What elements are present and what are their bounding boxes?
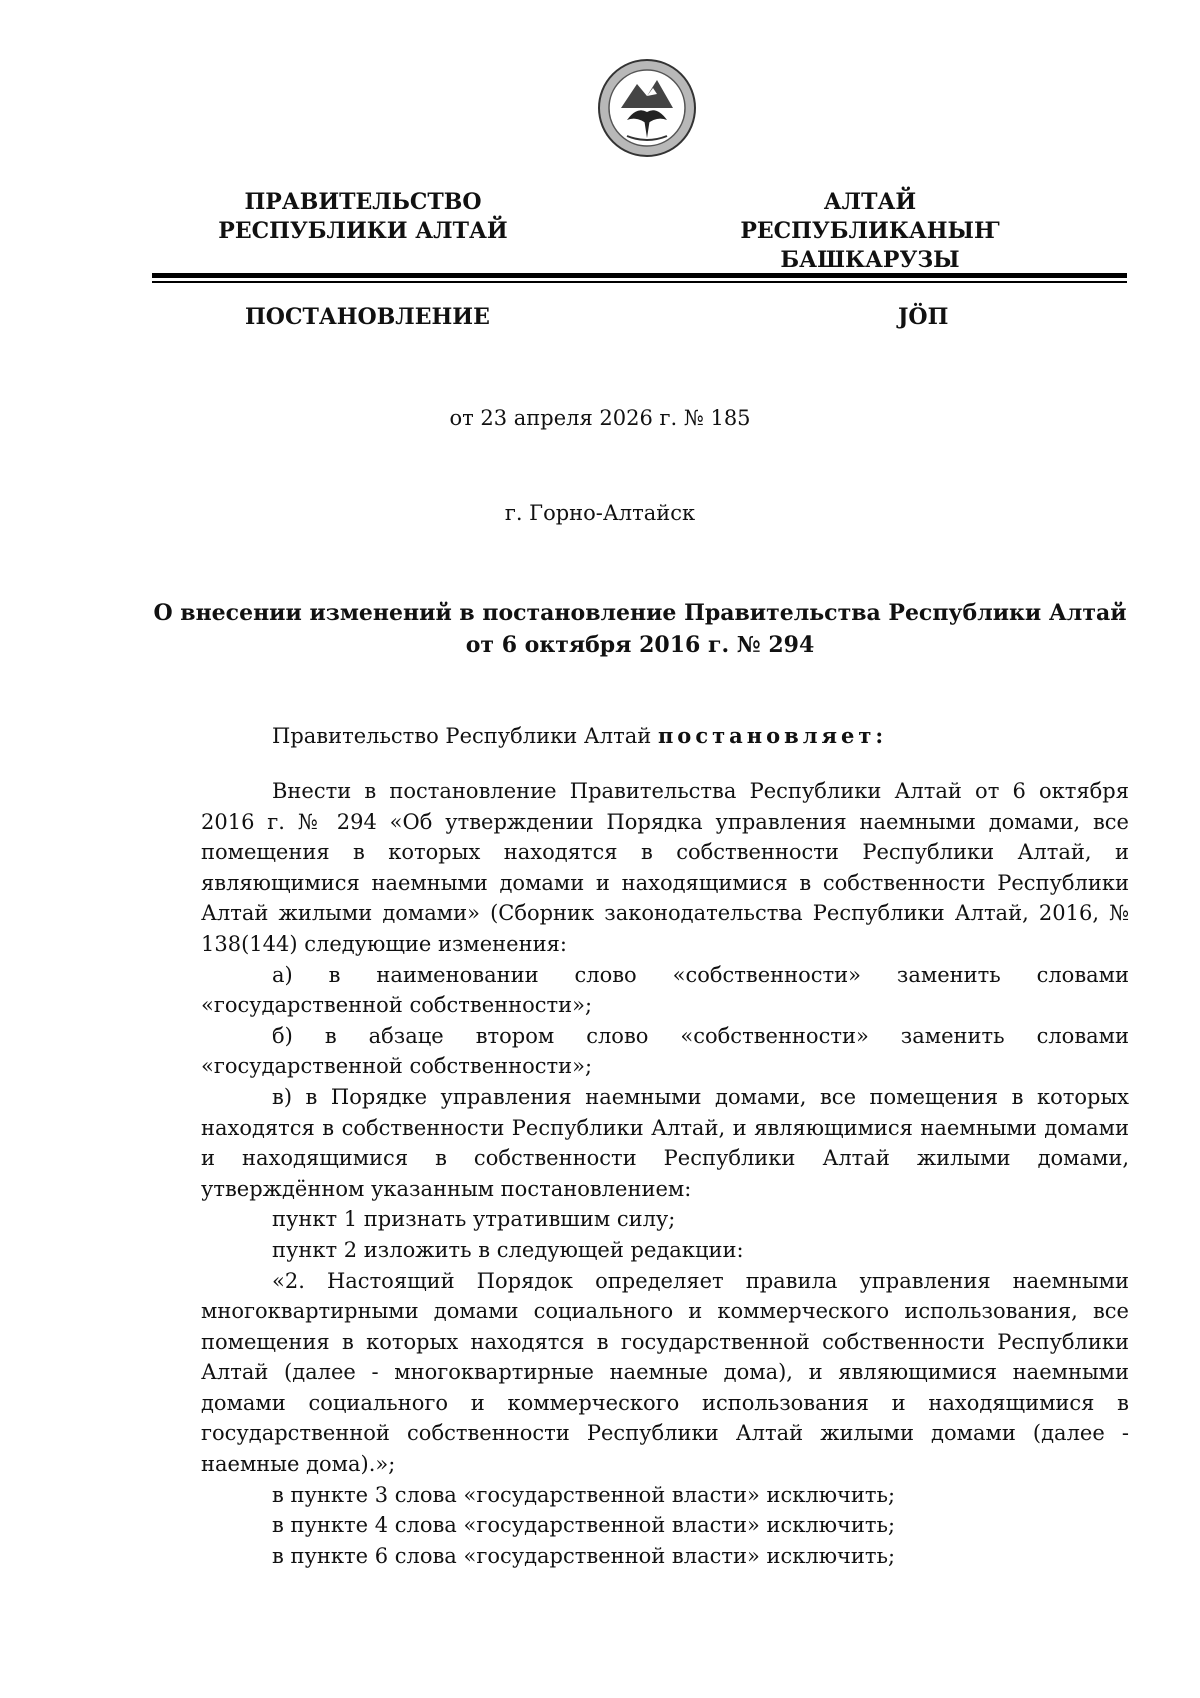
preamble-emphasis: постановляет: [657,723,888,748]
decree-city: г. Горно-Алтайск [504,501,696,525]
decree-label-altai: JӦП [898,304,949,330]
document-title [150,597,1130,661]
document-title-line2: от 6 октября 2016 г. № 294 [465,632,815,658]
government-name-altai [725,188,1015,275]
body-paragraph-a: а) в наименовании слово «собственности» заменить словами «государственной собственности»; [201,962,1129,1018]
body-paragraph-item1: пункт 1 признать утратившим силу; [272,1207,676,1232]
body-paragraph-v: в) в Порядке управления наемными домами, все помещения в которых находятся в собственности Республики Алтай, и являющимися наемными домами и находящимися в собственности Республики Алтай жилыми домами, утверждённом указанным постановлением: [201,1084,1129,1201]
government-name-altai-line1: АЛТАЙ РЕСПУБЛИКАНЫҤ [740,189,1000,244]
document-title-line1: О внесении изменений в постановление Правительства Республики Алтай [153,600,1127,626]
body-paragraph-item4: в пункте 4 слова «государственной власти» исключить; [272,1513,896,1538]
body-paragraph-quote: «2. Настоящий Порядок определяет правила управления наемными многоквартирными домами социального и коммерческого использования, все помещения в которых находятся в государственной собственности Республики Алтай (далее - многоквартирные наемные дома), и являющимися наемными домами социального и коммерческого использования и находящимися в государственной собственности Республики Алтай жилыми домами (далее - наемные дома).»; [201,1268,1129,1477]
government-name-line1: ПРАВИТЕЛЬСТВО [244,189,482,215]
body-paragraph-item2: пункт 2 изложить в следующей редакции: [272,1237,744,1262]
decree-date-number: от 23 апреля 2026 г. № 185 [449,406,751,430]
body-paragraph-b: б) в абзаце втором слово «собственности» заменить словами «государственной собственности»; [201,1023,1129,1079]
header-divider-thick [152,273,1127,278]
body-paragraph-item3: в пункте 3 слова «государственной власти» исключить; [272,1482,896,1507]
body-paragraph-item6: в пункте 6 слова «государственной власти» исключить; [272,1543,896,1568]
decree-label-russian: ПОСТАНОВЛЕНИЕ [245,304,490,330]
government-name-altai-line2: БАШКАРУЗЫ [780,247,960,273]
preamble [272,723,887,748]
header-divider-thin [152,281,1127,283]
body-paragraph-1: Внести в постановление Правительства Республики Алтай от 6 октября 2016 г. № 294 «Об утверждении Порядка управления наемными домами, все помещения в которых находятся в собственности Республики Алтай, и являющимися наемными домами и находящимися в собственности Республики Алтай жилыми домами» (Сборник законодательства Республики Алтай, 2016, № 138(144) следующие изменения: [201,779,1129,956]
coat-of-arms-emblem [597,58,697,158]
document-body [201,776,1129,1571]
government-name-line2: РЕСПУБЛИКИ АЛТАЙ [218,218,508,244]
government-name-russian [213,188,513,246]
preamble-text: Правительство Республики Алтай [272,724,658,748]
